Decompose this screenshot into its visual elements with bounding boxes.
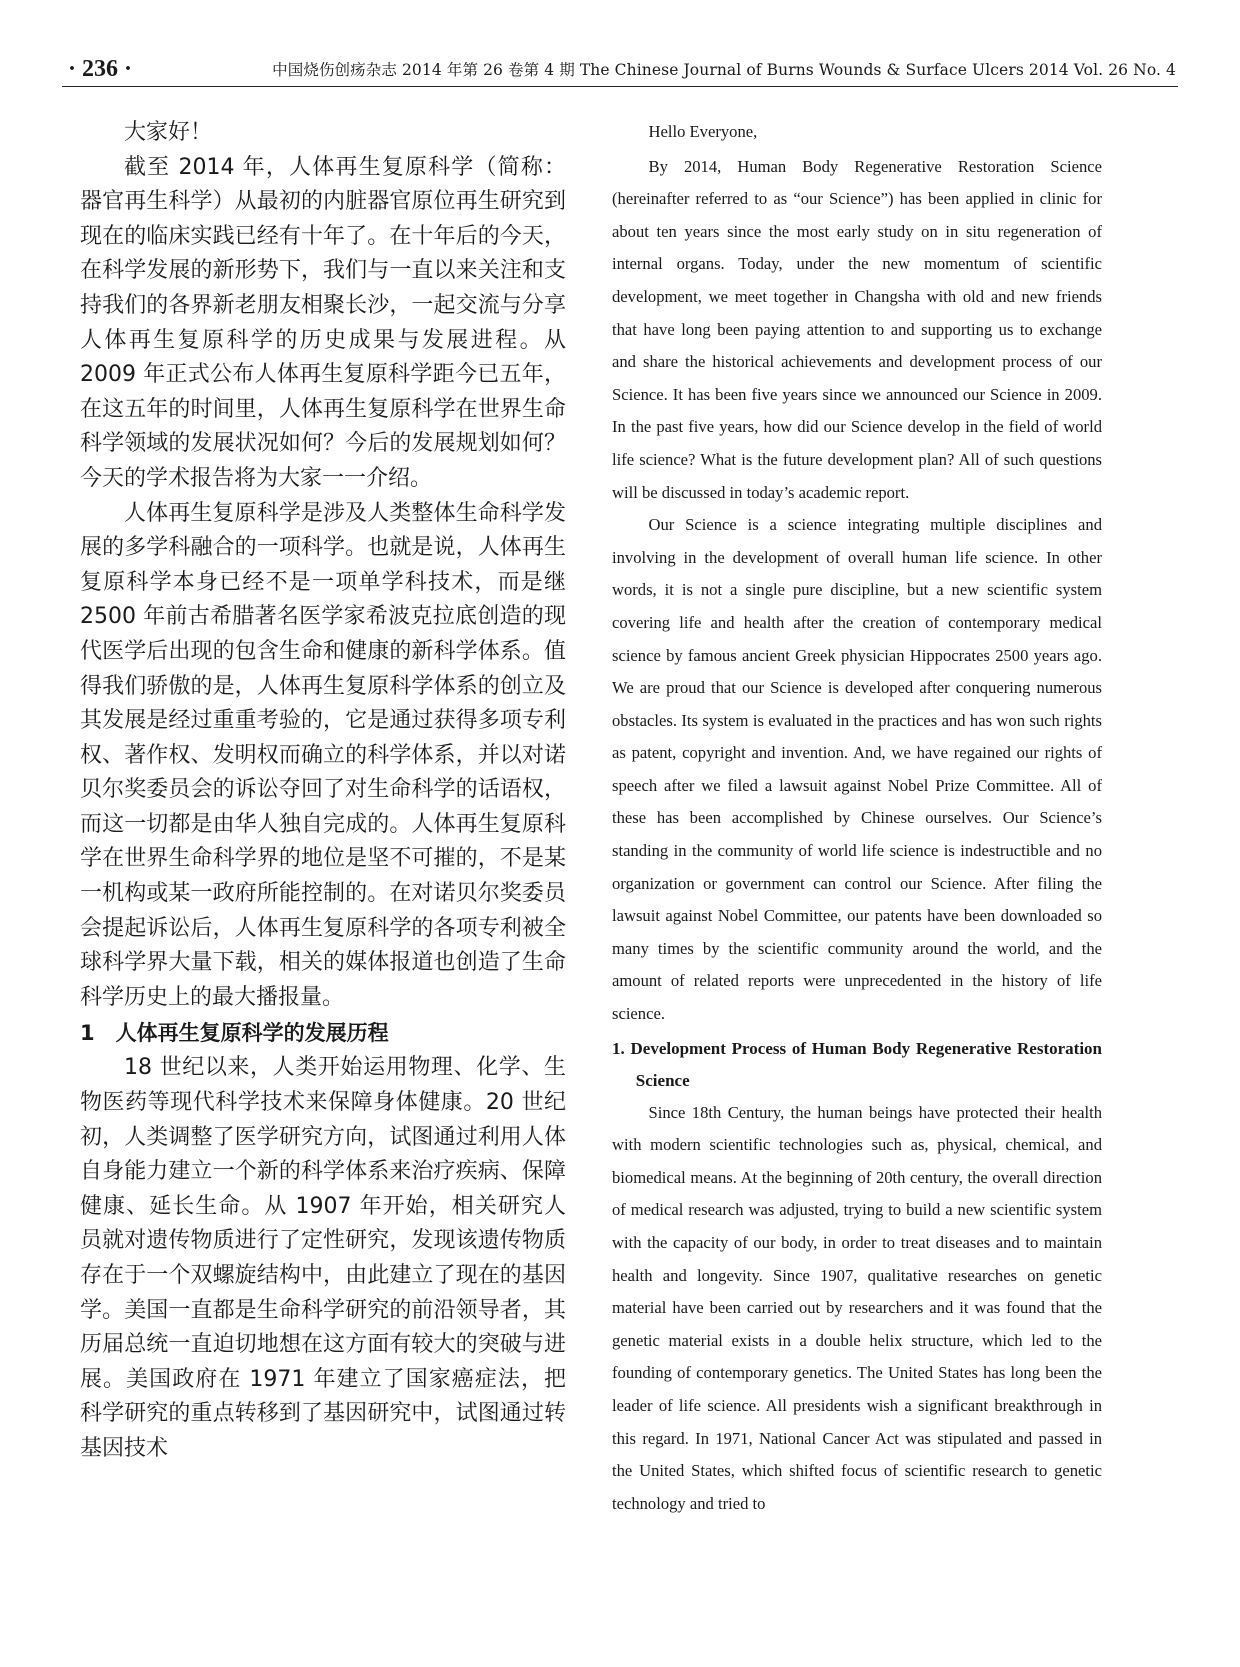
chinese-paragraph-3: 18 世纪以来，人类开始运用物理、化学、生物医药等现代科学技术来保障身体健康。20 世纪初，人类调整了医学研究方向，试图通过利用人体自身能力建立一个新的科学体系来治疗疾病、保障健康、延长生命。从 1907 年开始，相关研究人员就对遗传物质进行了定性研究，发现该遗传物质存在于一个双螺旋结构中，由此建立了现在的基因学。美国一直都是生命科学研究的前沿领导者，其历届总统一直迫切地想在这方面有较大的突破与进展。美国政府在 1971 年建立了国家癌症法，把科学研究的重点转移到了基因研究中，试图通过转基因技术 — [80, 1055, 566, 1461]
header-rule — [62, 86, 1178, 87]
english-greeting: Hello Everyone, — [648, 122, 758, 141]
english-paragraph-3: Since 18th Century, the human beings have protected their health with modern scientific technologies such as, physical, chemical, and biomedical means. At the beginning of 20th century, the overall direction of medical research was adjusted, trying to build a new scientific system with the capacity of our body, in order to treat diseases and to maintain health and longevity. Since 1907, qualitative researches on genetic material have been carried out by researchers and it was found that the genetic material exists in a double helix structure, which led to the founding of contemporary genetics. The United States has long been the leader of life science. All presidents wish a significant breakthrough in this regard. In 1971, National Cancer Act was stipulated and passed in the United States, which shifted focus of scientific research to genetic technology and tried to — [612, 1102, 1102, 1513]
chinese-paragraph-2: 人体再生复原科学是涉及人类整体生命科学发展的多学科融合的一项科学。也就是说，人体再生复原科学本身已经不是一项单学科技术，而是继 2500 年前古希腊著名医学家希波克拉底创造的现代医学后出现的包含生命和健康的新科学体系。值得我们骄傲的是，人体再生复原科学体系的创立及其发展是经过重重考验的，它是通过获得多项专利权、著作权、发明权而确立的科学体系，并以对诺贝尔奖委员会的诉讼夺回了对生命科学的话语权，而这一切都是由华人独自完成的。人体再生复原科学在世界生命科学界的地位是坚不可摧的，不是某一机构或某一政府所能控制的。在对诺贝尔奖委员会提起诉讼后，人体再生复原科学的各项专利被全球科学界大量下载，相关的媒体报道也创造了生命科学历史上的最大播报量。 — [80, 500, 566, 1010]
english-column — [612, 116, 1102, 1520]
english-section-heading: 1. Development Process of Human Body Regenerative Restoration Science — [612, 1038, 1102, 1090]
journal-citation: 中国烧伤创疡杂志 2014 年第 26 卷第 4 期 The Chinese Journal of Burns Wounds & Surface Ulcers 2014 Vol. 26 No. 4 — [272, 61, 1176, 79]
page-number: · 236 · — [68, 56, 133, 82]
chinese-greeting: 大家好！ — [124, 120, 213, 145]
chinese-paragraph-1: 截至 2014 年，人体再生复原科学（简称：器官再生科学）从最初的内脏器官原位再生研究到现在的临床实践已经有十年了。在十年后的今天，在科学发展的新形势下，我们与一直以来关注和支持我们的各界新老朋友相聚长沙，一起交流与分享人体再生复原科学的历史成果与发展进程。从 2009 年正式公布人体再生复原科学距今已五年，在这五年的时间里，人体再生复原科学在世界生命科学领域的发展状况如何？今后的发展规划如何？今天的学术报告将为大家一一介绍。 — [80, 154, 566, 491]
chinese-section-heading: 1 人体再生复原科学的发展历程 — [80, 1021, 389, 1046]
chinese-column — [80, 116, 566, 1467]
running-header — [62, 52, 1178, 86]
english-paragraph-2: Our Science is a science integrating multiple disciplines and involving in the development of overall human life science. In other words, it is not a single pure discipline, but a new scientific system covering life and health after the creation of contemporary medical science by famous ancient Greek physician Hippocrates 2500 years ago. We are proud that our Science is developed after conquering numerous obstacles. Its system is evaluated in the practices and has won such rights as patent, copyright and invention. And, we have regained our rights of speech after we filed a lawsuit against Nobel Prize Committee. All of these has been accomplished by Chinese ourselves. Our Science’s standing in the community of world life science is indestructible and no organization or government can control our Science. After filing the lawsuit against Nobel Committee, our patents have been downloaded so many times by the scientific community around the world, and the amount of related reports were unprecedented in the history of life science. — [612, 515, 1102, 1024]
english-paragraph-1: By 2014, Human Body Regenerative Restoration Science (hereinafter referred to as “our Science”) has been applied in clinic for about ten years since the most early study on in situ regeneration of internal organs. Today, under the new momentum of scientific development, we meet together in Changsha with old and new friends that have long been paying attention to and supporting us to exchange and share the historical achievements and development process of our Science. It has been five years since we announced our Science in 2009. In the past five years, how did our Science develop in the field of world life science? What is the future development plan? All of such questions will be discussed in today’s academic report. — [612, 156, 1102, 502]
